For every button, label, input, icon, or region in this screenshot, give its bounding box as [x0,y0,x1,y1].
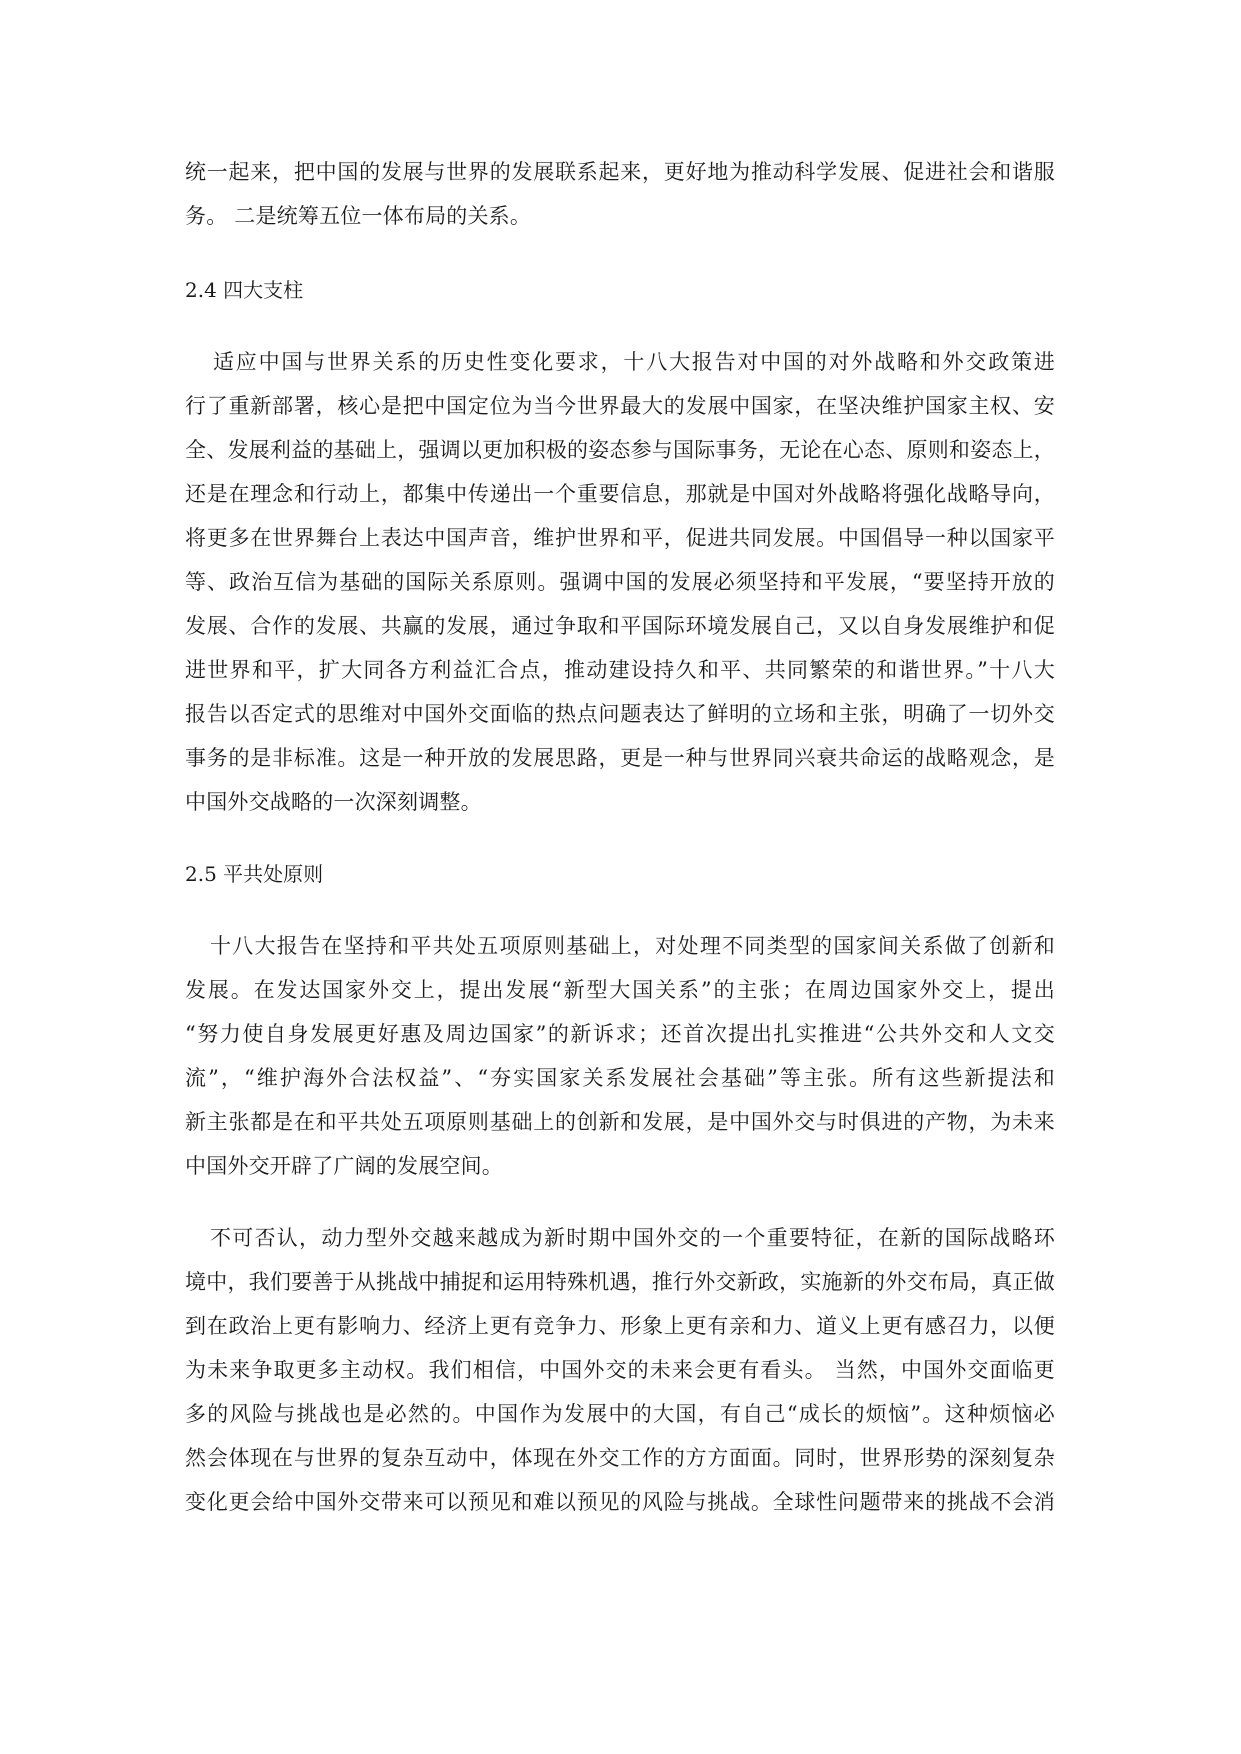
section-heading-2-5: 2.5 平共处原则 [185,862,324,886]
section-heading-2-4: 2.4 四大支柱 [185,278,304,302]
text-line: 到在政治上更有影响力、经济上更有竞争力、形象上更有亲和力、道义上更有感召力，以便 [185,1314,1055,1338]
text-line: 多的风险与挑战也是必然的。中国作为发展中的大国，有自己“成长的烦恼”。这种烦恼必 [185,1402,1055,1426]
text-line: 为未来争取更多主动权。我们相信，中国外交的未来会更有看头。 当然，中国外交面临更 [185,1358,1055,1382]
text-line: 发展、合作的发展、共赢的发展，通过争取和平国际环境发展自己，又以自身发展维护和促 [185,614,1055,638]
document-page [185,150,1055,1524]
paragraph-intro [185,150,1055,238]
text-line: 统一起来，把中国的发展与世界的发展联系起来，更好地为推动科学发展、促进社会和谐服 [185,160,1055,184]
text-line: 中国外交战略的一次深刻调整。 [185,790,482,814]
paragraph-section-2-4 [185,340,1055,824]
text-line: 适应中国与世界关系的历史性变化要求，十八大报告对中国的对外战略和外交政策进 [213,350,1055,374]
text-line: 务。 二是统筹五位一体布局的关系。 [185,204,532,228]
text-line: 将更多在世界舞台上表达中国声音，维护世界和平，促进共同发展。中国倡导一种以国家平 [185,526,1055,550]
text-line: 境中，我们要善于从挑战中捕捉和运用特殊机遇，推行外交新政，实施新的外交布局，真正做 [185,1270,1055,1294]
text-line: 等、政治互信为基础的国际关系原则。强调中国的发展必须坚持和平发展，“要坚持开放的 [185,570,1055,594]
text-line: 新主张都是在和平共处五项原则基础上的创新和发展，是中国外交与时俱进的产物，为未来 [185,1110,1055,1134]
text-line: 然会体现在与世界的复杂互动中，体现在外交工作的方方面面。同时，世界形势的深刻复杂 [185,1446,1055,1470]
text-line: 全、发展利益的基础上，强调以更加积极的姿态参与国际事务，无论在心态、原则和姿态上， [185,438,1055,462]
text-line: 事务的是非标准。这是一种开放的发展思路，更是一种与世界同兴衰共命运的战略观念，是 [185,746,1055,770]
text-line: 还是在理念和行动上，都集中传递出一个重要信息，那就是中国对外战略将强化战略导向， [185,482,1055,506]
paragraph-final [185,1216,1055,1524]
text-line: 变化更会给中国外交带来可以预见和难以预见的风险与挑战。全球性问题带来的挑战不会消 [185,1490,1055,1514]
text-line: 中国外交开辟了广阔的发展空间。 [185,1154,503,1178]
text-line: “努力使自身发展更好惠及周边国家”的新诉求；还首次提出扎实推进“公共外交和人文交 [185,1022,1055,1046]
text-line: 十八大报告在坚持和平共处五项原则基础上，对处理不同类型的国家间关系做了创新和 [210,934,1055,958]
text-line: 发展。在发达国家外交上，提出发展“新型大国关系”的主张；在周边国家外交上，提出 [185,978,1055,1002]
paragraph-section-2-5 [185,924,1055,1188]
text-line: 报告以否定式的思维对中国外交面临的热点问题表达了鲜明的立场和主张，明确了一切外交 [185,702,1055,726]
text-line: 不可否认，动力型外交越来越成为新时期中国外交的一个重要特征，在新的国际战略环 [210,1226,1055,1250]
text-line: 流”，“维护海外合法权益”、“夯实国家关系发展社会基础”等主张。所有这些新提法和 [185,1066,1055,1090]
text-line: 进世界和平，扩大同各方利益汇合点，推动建设持久和平、共同繁荣的和谐世界。”十八大 [185,658,1055,682]
text-line: 行了重新部署，核心是把中国定位为当今世界最大的发展中国家，在坚决维护国家主权、安 [185,394,1055,418]
